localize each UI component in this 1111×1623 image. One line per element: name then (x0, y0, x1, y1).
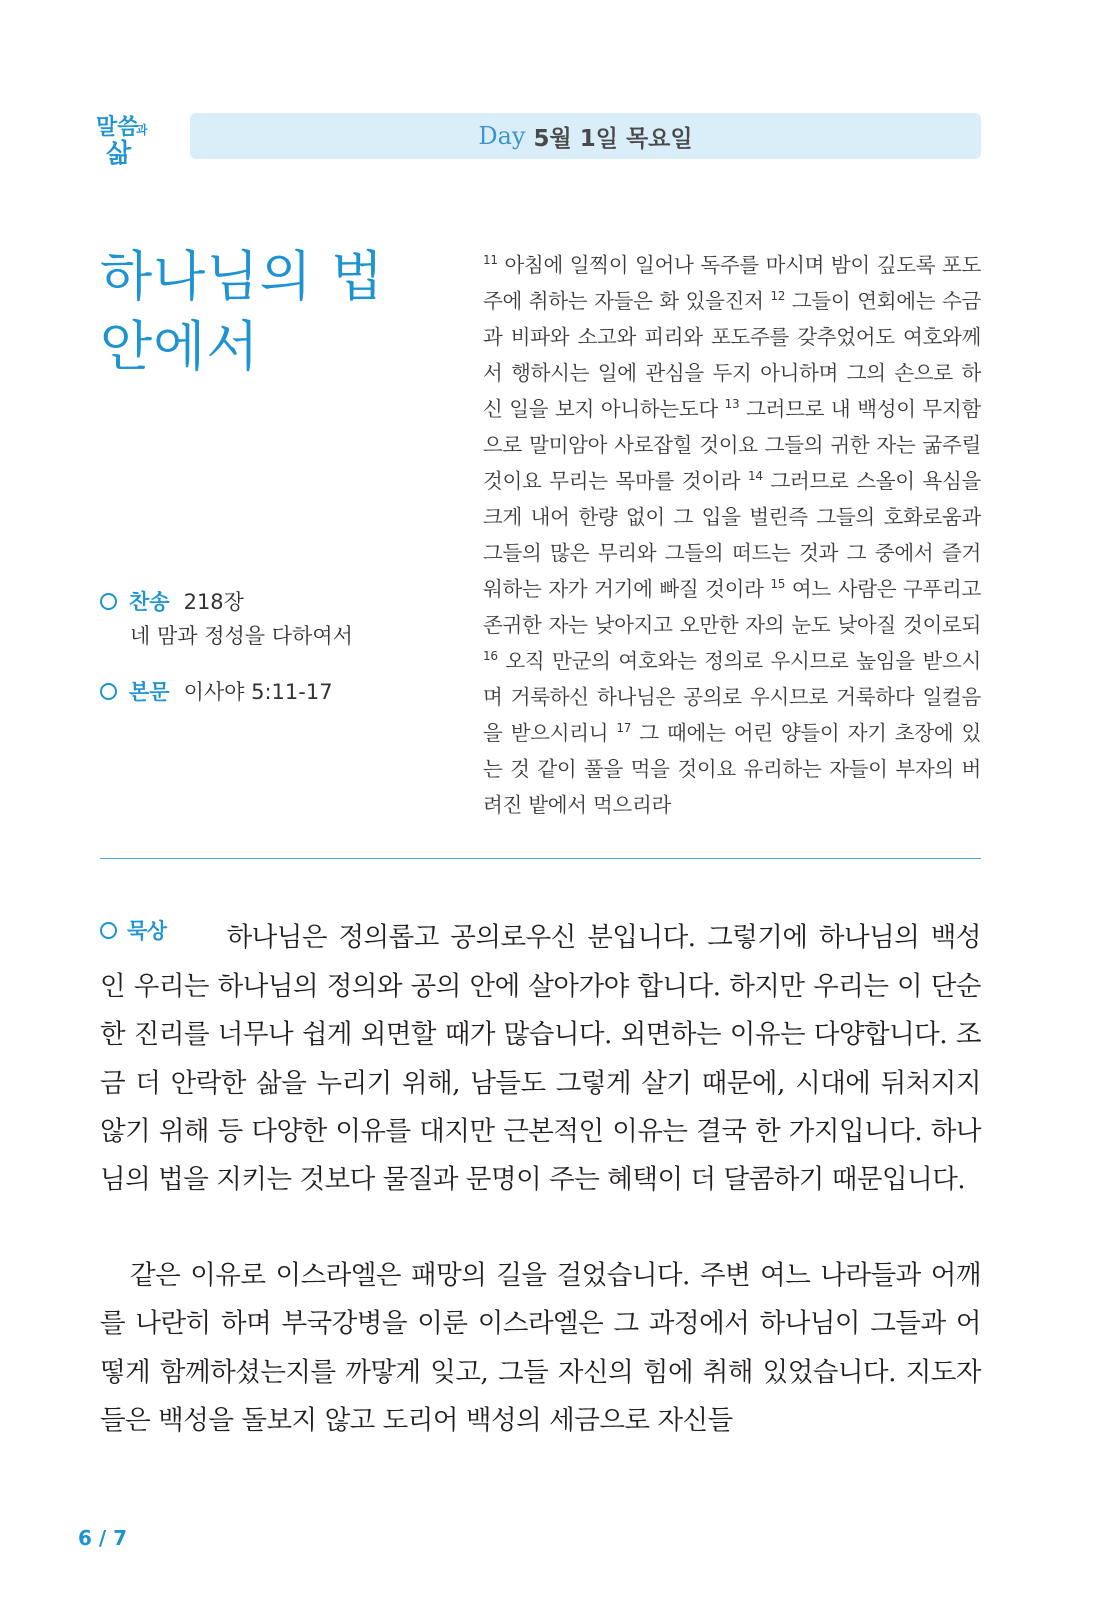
circle-bullet-icon (100, 922, 117, 939)
meditation-paragraph-2: 같은 이유로 이스라엘은 패망의 길을 걸었습니다. 주변 여느 나라들과 어깨를 나란히 하며 부국강병을 이룬 이스라엘은 그 과정에서 하나님이 그들과 어떻게 함께하셨는지를 까맣게 잊고, 그들 자신의 힘에 취해 있었습니다. 지도자들은 백성을 돌보지 않고 도리어 백성의 세금으로 자신들 (100, 1260, 981, 1436)
circle-bullet-icon (100, 683, 117, 700)
hymn-label: 찬송 (129, 590, 170, 614)
hymn-name: 네 맘과 정성을 다하여서 (130, 624, 353, 648)
verse-number: 12 (770, 289, 786, 303)
scripture-text (483, 247, 981, 823)
verse-number: 14 (748, 469, 763, 483)
passage-row (100, 675, 460, 709)
verse-text: 오직 만군의 여호와는 정의로 우시므로 높임을 받으시며 거룩하신 하나님은 공의로 우시므로 거룩하다 일컬음을 받으시리니 (483, 649, 981, 745)
verse-number: 17 (616, 721, 632, 735)
day-label: Day (478, 122, 526, 150)
meditation-label-text: 묵상 (127, 919, 167, 943)
passage-label: 본문 (129, 680, 170, 704)
section-divider (100, 858, 981, 859)
date-header (190, 113, 981, 159)
logo-word-3: 삶 (106, 139, 132, 169)
reading-info (100, 585, 460, 709)
verse-text: 그 때에는 어린 양들이 자기 초장에 있는 것 같이 풀을 먹을 것이요 유리하는 자들이 부자의 버려진 밭에서 먹으리라 (483, 721, 982, 817)
meditation-label (100, 907, 167, 955)
meditation-section (100, 914, 981, 1445)
meditation-paragraph (100, 914, 981, 1204)
brand-logo (92, 104, 158, 170)
verse-number: 16 (483, 649, 498, 663)
verse-text: 그러므로 스올이 욕심을 크게 내어 한량 없이 그 입을 벌린즉 그들의 호화로움과 그들의 많은 무리와 그들의 떠드는 것과 그 중에서 즐거워하는 자가 거기에 빠질 것이라 (483, 469, 981, 601)
page-title (100, 242, 440, 382)
hymn-number: 218장 (183, 590, 244, 614)
verse-text: 그러므로 내 백성이 무지함으로 말미암아 사로잡힐 것이요 그들의 귀한 자는 굶주릴 것이요 무리는 목마를 것이라 (483, 397, 982, 493)
date-text: 5월 1일 목요일 (533, 125, 693, 152)
title-line-2: 안에서 (100, 315, 260, 378)
page-number: 6 / 7 (78, 1526, 128, 1550)
verse-number: 11 (483, 253, 498, 267)
title-line-1: 하나님의 법 (100, 245, 384, 308)
passage-reference: 이사야 5:11-17 (183, 680, 333, 704)
circle-bullet-icon (100, 593, 117, 610)
logo-word-2: 과 (136, 123, 148, 137)
verse-number: 13 (724, 397, 740, 411)
verse-number: 15 (770, 577, 786, 591)
logo-word-1: 말씀 (96, 115, 139, 140)
meditation-paragraph-1: 하나님은 정의롭고 공의로우신 분입니다. 그렇기에 하나님의 백성인 우리는 하나님의 정의와 공의 안에 살아가야 합니다. 하지만 우리는 이 단순한 진리를 너무나 쉽게 외면할 때가 많습니다. 외면하는 이유는 다양합니다. 조금 더 안락한 삶을 누리기 위해, 남들도 그렇게 살기 때문에, 시대에 뒤처지지 않기 위해 등 다양한 이유를 대지만 근본적인 이유는 결국 한 가지입니다. 하나님의 법을 지키는 것보다 물질과 문명이 주는 혜택이 더 달콤하기 때문입니다. (100, 922, 981, 1196)
verse-text: 그들이 연회에는 수금과 비파와 소고와 피리와 포도주를 갖추었어도 여호와께서 행하시는 일에 관심을 두지 아니하며 그의 손으로 하신 일을 보지 아니하는도다 (483, 289, 981, 421)
hymn-row (100, 585, 460, 619)
verse-text: 아침에 일찍이 일어나 독주를 마시며 밤이 깊도록 포도주에 취하는 자들은 화 있을진저 (483, 253, 981, 313)
verse-text: 여느 사람은 구푸리고 존귀한 자는 낮아지고 오만한 자의 눈도 낮아질 것이로되 (483, 577, 981, 637)
